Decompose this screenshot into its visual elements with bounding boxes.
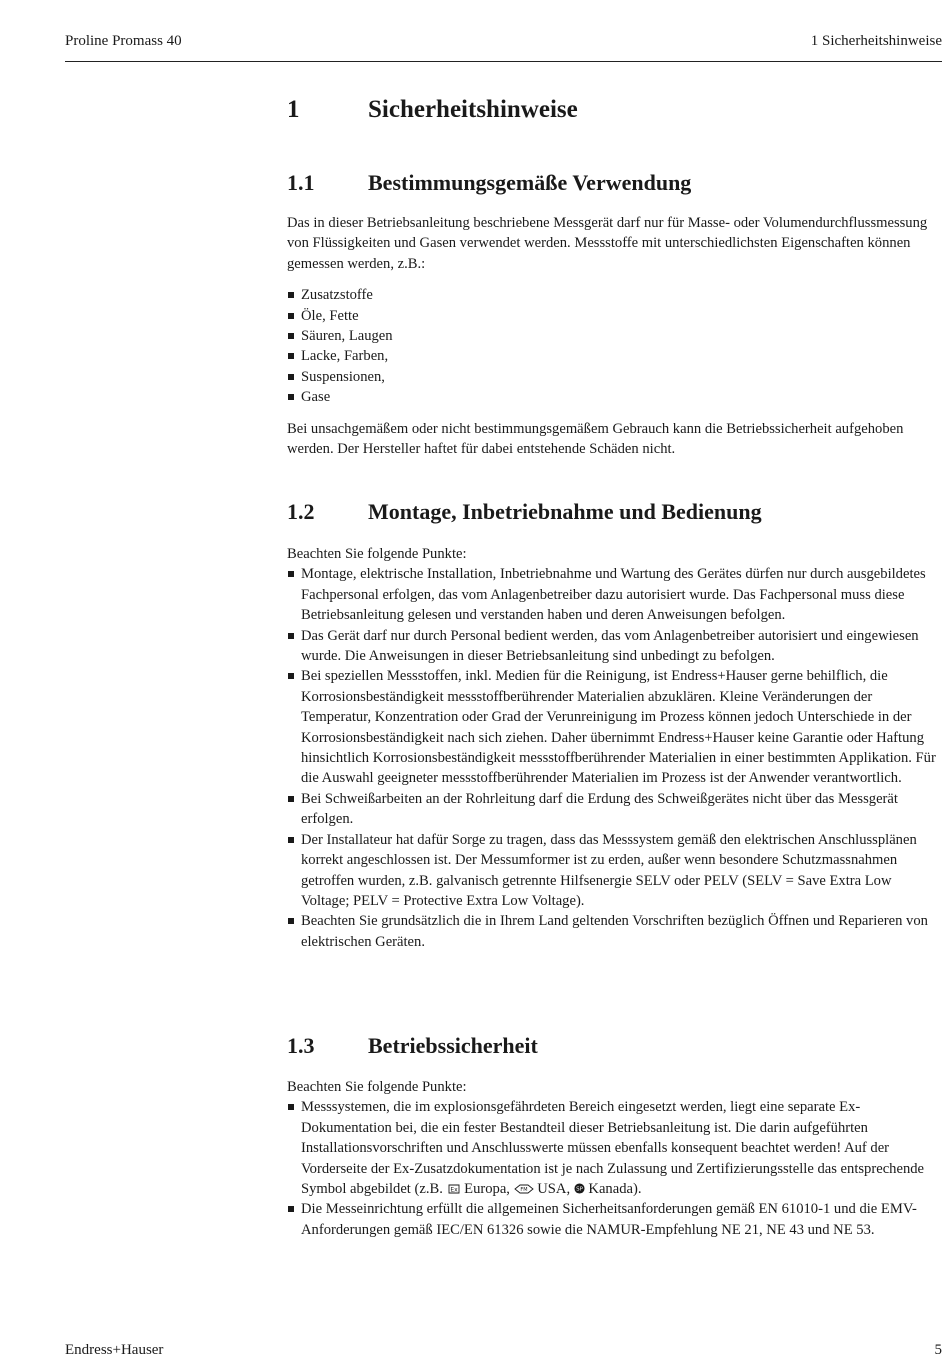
svg-text:Ex: Ex bbox=[449, 1186, 458, 1194]
bullet-list bbox=[287, 1097, 942, 1240]
svg-text:SP: SP bbox=[575, 1186, 583, 1193]
chapter-number: 1 bbox=[287, 96, 300, 123]
fm-approval-icon bbox=[514, 1184, 534, 1194]
list-item: Der Installateur hat dafür Sorge zu tragen, dass das Messsystem gemäß den elektrischen Anschlussplänen korrekt angeschlossen ist. Der Messumformer ist zu erden, außer wenn besondere Schutzmassnahmen getroffen wurden, z.B. galvanisch getrennte Hilfsenergie SELV oder PELV (SELV = Save Extra Low Voltage; PELV = Protective Extra Low Voltage). bbox=[287, 830, 942, 912]
section-number: 1.3 bbox=[287, 1033, 315, 1058]
list-item-text: Messsystemen, die im explosionsgefährdeten Bereich eingesetzt werden, liegt eine separate Ex-Dokumentation bei, die ein fester Bestandteil dieser Betriebsanleitung ist. Die darin aufgeführten Installationsvorschriften und Anschlusswerte müssen ebenfalls konsequent beachtet werden! Auf der Vorderseite der Ex-Zusatzdokumentation ist je nach Zulassung und Zertifizierungsstelle das entsprechende Symbol abgebildet (z.B. bbox=[301, 1099, 925, 1198]
list-item: Lacke, Farben, bbox=[287, 346, 942, 366]
list-item bbox=[287, 1097, 942, 1199]
list-item: Bei speziellen Messstoffen, inkl. Medien für die Reinigung, ist Endress+Hauser gerne behilflich, die Korrosionsbeständigkeit messstoffberührender Materialien abzuklären. Kleine Veränderungen der Temperatur, Konzentration oder Grad der Verunreinigung im Prozess können jedoch Unterschiede in der Korrosionsbeständigkeit nach sich ziehen. Daher übernimmt Endress+Hauser keine Garantie oder Haftung hinsichtlich Korrosionsbeständigkeit messstoffberührender Materialien in einer bestimmten Applikation. Für die Auswahl geeigneter messstoffberührender Materialien im Prozess ist der Anwender verantwortlich. bbox=[287, 666, 942, 788]
list-item-text: Kanada). bbox=[584, 1181, 642, 1198]
section-heading-1-3 bbox=[287, 1033, 942, 1059]
list-item: Das Gerät darf nur durch Personal bedient werden, das vom Anlagenbetreiber autorisiert und eingewiesen wurde. Die Anweisungen in dieser Betriebsanleitung sind unbedingt zu befolgen. bbox=[287, 626, 942, 667]
section-title: Montage, Inbetriebnahme und Bedienung bbox=[368, 499, 762, 524]
page-footer bbox=[65, 1342, 942, 1364]
section-body-1-1 bbox=[287, 213, 942, 459]
section-number: 1.1 bbox=[287, 170, 315, 195]
page-number: 5 bbox=[934, 1342, 942, 1358]
section-heading-1-1 bbox=[287, 170, 942, 196]
paragraph: Bei unsachgemäßem oder nicht bestimmungsgemäßem Gebrauch kann die Betriebssicherheit aufgehoben werden. Der Hersteller haftet für dabei entstehende Schäden nicht. bbox=[287, 420, 904, 458]
header-chapter-title: 1 Sicherheitshinweise bbox=[810, 33, 942, 49]
paragraph: Beachten Sie folgende Punkte: bbox=[287, 1079, 467, 1095]
list-item: Säuren, Laugen bbox=[287, 326, 942, 346]
header-product-name: Proline Promass 40 bbox=[65, 33, 182, 49]
paragraph: Das in dieser Betriebsanleitung beschriebene Messgerät darf nur für Masse- oder Volumendurchflussmessung von Flüssigkeiten und Gasen verwendet werden. Messstoffe mit unterschiedlichsten Eigenschaften können gemessen werden, z.B.: bbox=[287, 215, 928, 272]
list-item: Beachten Sie grundsätzlich die in Ihrem Land geltenden Vorschriften bezüglich Öffnen und Reparieren von elektrischen Geräten. bbox=[287, 911, 942, 952]
bullet-list bbox=[287, 285, 942, 407]
list-item: Zusatzstoffe bbox=[287, 285, 942, 305]
paragraph: Beachten Sie folgende Punkte: bbox=[287, 546, 467, 562]
list-item: Bei Schweißarbeiten an der Rohrleitung darf die Erdung des Schweißgerätes nicht über das Messgerät erfolgen. bbox=[287, 789, 942, 830]
section-body-1-2 bbox=[287, 544, 942, 952]
list-item: Die Messeinrichtung erfüllt die allgemeinen Sicherheitsanforderungen gemäß EN 61010-1 und die EMV-Anforderungen gemäß IEC/EN 61326 sowie die NAMUR-Empfehlung NE 21, NE 43 und NE 53. bbox=[287, 1199, 942, 1240]
csa-approval-icon bbox=[574, 1183, 585, 1194]
section-title: Bestimmungsgemäße Verwendung bbox=[368, 170, 692, 195]
list-item-text: Europa, bbox=[460, 1181, 514, 1198]
ex-explosion-protection-icon bbox=[447, 1184, 461, 1194]
list-item: Montage, elektrische Installation, Inbetriebnahme und Wartung des Gerätes dürfen nur durch ausgebildetes Fachpersonal erfolgen, das vom Anlagenbetreiber dazu autorisiert wurde. Das Fachpersonal muss diese Betriebsanleitung gelesen und verstanden haben und deren Anweisungen befolgen. bbox=[287, 564, 942, 625]
page-header bbox=[65, 33, 942, 62]
section-heading-1-2 bbox=[287, 499, 942, 525]
svg-text:FM: FM bbox=[520, 1187, 528, 1194]
section-body-1-3 bbox=[287, 1077, 942, 1240]
list-item: Gase bbox=[287, 387, 942, 407]
list-item-text: USA, bbox=[533, 1181, 574, 1198]
section-number: 1.2 bbox=[287, 499, 315, 524]
footer-company-name: Endress+Hauser bbox=[65, 1342, 164, 1358]
chapter-title: Sicherheitshinweise bbox=[368, 96, 578, 123]
section-title: Betriebssicherheit bbox=[368, 1033, 538, 1058]
list-item: Öle, Fette bbox=[287, 306, 942, 326]
list-item: Suspensionen, bbox=[287, 367, 942, 387]
bullet-list bbox=[287, 564, 942, 952]
chapter-heading bbox=[287, 96, 942, 124]
